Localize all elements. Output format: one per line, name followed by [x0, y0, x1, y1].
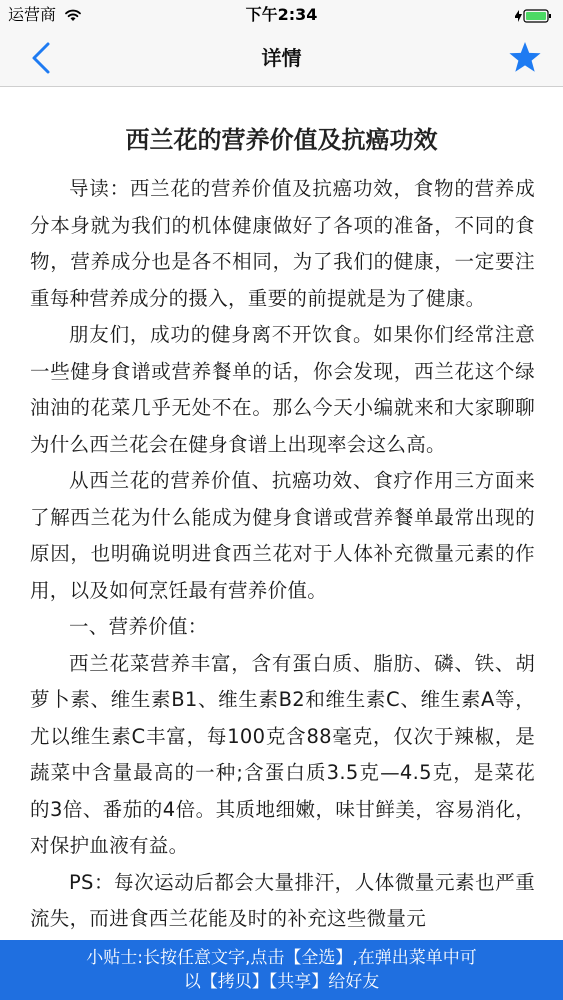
battery-icon: [513, 8, 553, 24]
page-title: 详情: [261, 46, 302, 70]
status-time: 下午2:34: [245, 5, 318, 24]
status-bar: [0, 0, 563, 30]
article-paragraph: 从西兰花的营养价值、抗癌功效、食疗作用三方面来了解西兰花为什么能成为健身食谱或营养餐单最常出现的原因，也明确说明进食西兰花对于人体补充微量元素的作用，以及如何烹饪最有营养价值。: [30, 469, 535, 602]
article-body: [0, 157, 563, 938]
navigation-bar: [0, 30, 563, 87]
article-title: 西兰花的营养价值及抗癌功效: [125, 126, 438, 154]
article-paragraph: 导读：西兰花的营养价值及抗癌功效，食物的营养成分本身就为我们的机体健康做好了各项的准备，不同的食物，营养成分也是各不相同，为了我们的健康，一定要注重每种营养成分的摄入，重要的前提就是为了健康。: [30, 177, 535, 310]
article-paragraph: 西兰花菜营养丰富，含有蛋白质、脂肪、磷、铁、胡萝卜素、维生素B1、维生素B2和维生素C、维生素A等，尤以维生素C丰富，每100克含88毫克，仅次于辣椒，是蔬菜中含量最高的一种;含蛋白质3.5克—4.5克，是菜花的3倍、番茄的4倍。其质地细嫩，味甘鲜美，容易消化，对保护血液有益。: [30, 651, 535, 857]
article-content: [0, 87, 563, 1000]
tip-banner: [0, 940, 563, 1000]
carrier-label: 运营商: [8, 5, 57, 24]
tip-line-1: 小贴士:长按任意文字,点击【全选】,在弹出菜单中可: [86, 948, 477, 968]
article-section-heading: 一、营养价值：: [69, 615, 208, 638]
star-icon: [509, 42, 540, 72]
favorite-star-button[interactable]: [507, 40, 543, 76]
article-paragraph: PS：每次运动后都会大量排汗，人体微量元素也严重流失，而进食西兰花能及时的补充这些微量元: [30, 870, 535, 930]
article-paragraph: 朋友们，成功的健身离不开饮食。如果你们经常注意一些健身食谱或营养餐单的话，你会发现，西兰花这个绿油油的花菜几乎无处不在。那么今天小编就来和大家聊聊为什么西兰花会在健身食谱上出现率会这么高。: [30, 323, 535, 456]
tip-line-2: 以【拷贝】【共享】给好友: [183, 972, 380, 992]
